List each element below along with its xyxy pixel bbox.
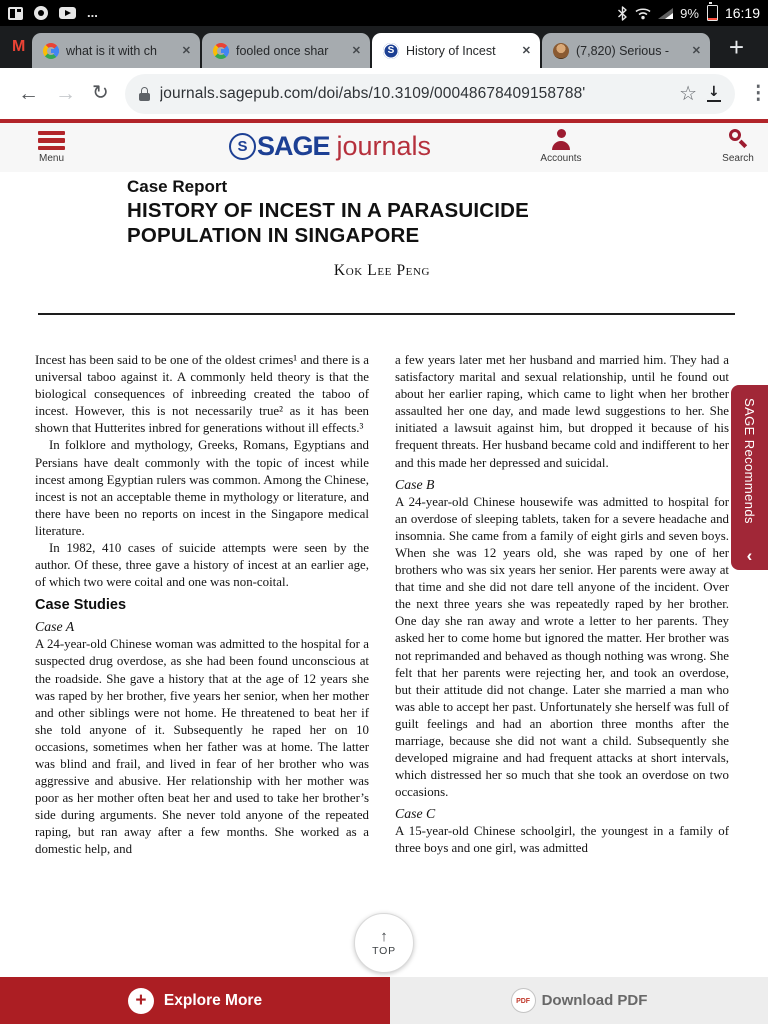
tab-close-icon[interactable]: ✕ bbox=[691, 45, 701, 57]
bookmark-star-icon[interactable]: ☆ bbox=[679, 82, 698, 105]
plus-icon: + bbox=[128, 988, 154, 1014]
tab-fooled-once[interactable] bbox=[202, 33, 370, 68]
sage-recommends-tab[interactable] bbox=[731, 385, 768, 570]
search-button[interactable] bbox=[716, 129, 760, 164]
soccer-notification-icon bbox=[34, 6, 48, 20]
menu-label: Menu bbox=[38, 153, 64, 164]
sage-circle-s-icon: S bbox=[229, 133, 256, 160]
paragraph: A 15-year-old Chinese schoolgirl, the youngest in a family of three boys and one girl, was admitted bbox=[395, 824, 729, 856]
case-studies-heading: Case Studies bbox=[35, 597, 127, 614]
logo-sage-text: SAGE bbox=[256, 131, 330, 161]
forward-button[interactable]: → bbox=[55, 82, 76, 105]
tab-what-is-it[interactable] bbox=[32, 33, 200, 68]
article-title-line2: POPULATION IN SINGAPORE bbox=[127, 224, 420, 247]
right-column bbox=[395, 352, 729, 976]
case-b-heading: Case B bbox=[395, 476, 435, 492]
status-bar bbox=[0, 0, 768, 26]
cell-signal-icon bbox=[658, 8, 673, 19]
tab-title: (7,820) Serious - bbox=[576, 43, 670, 58]
tab-close-icon[interactable]: ✕ bbox=[181, 45, 191, 57]
search-icon bbox=[727, 129, 749, 150]
paragraph: A 24-year-old Chinese housewife was admitted to hospital for an overdose of sleeping tablets, taken for a severe headache and insomnia. She came from a family of eight girls and seven boys. When she was 12 years old, she was raped by one of her brothers who was six years her senior. Her parents were away at that time and she did not dare tell anyone of the incident. Over the next three years she was repeatedly raped by her brother. One day she ran away and wrote a letter to her parents. They asked her to come home but ignored the matter. Her brother was not reprimanded and behaved as though nothing was wrong. She felt that her parents were rejecting her, and took an overdose, but their attitude did not change. Later she married a man who was able to accept her past. Unfortunately she herself was full of guilt feelings and had an abortion three months after the marriage, because she did not want a child. Subsequently she developed migraine and had frequent attacks at short intervals, which distressed her so much that she took an overdose on two occasions. bbox=[395, 494, 729, 800]
paragraph: In folklore and mythology, Greeks, Romans, Egyptians and Persians have dealt commonly with the topic of incest while incest among Egyptian rulers was common. Among the Chinese, incest is not an acceptable theme in mythology or literature, and there have been no reports on incest in the Singapore medical literature. bbox=[35, 438, 369, 538]
tab-serious-discussion[interactable] bbox=[542, 33, 710, 68]
paragraph: a few years later met her husband and married him. They had a satisfactory marital and sexual relationship, until he found out about her earlier raping, which came to light when her brother assaulted her one day, and made lewd suggestions to her. She initiated a lawsuit against him, but dropped it because of his frequent threats. Her husband became cold and indifferent to her and this made her depressed and suicidal. bbox=[395, 353, 729, 470]
system-status-icons bbox=[617, 5, 760, 21]
notification-overflow-dots: ... bbox=[87, 5, 98, 20]
tab-history-of-incest-active[interactable] bbox=[372, 33, 540, 68]
case-a-heading: Case A bbox=[35, 619, 75, 635]
bluetooth-icon bbox=[617, 6, 628, 21]
tab-close-icon[interactable]: ✕ bbox=[351, 45, 361, 57]
top-label: TOP bbox=[372, 945, 396, 957]
scroll-to-top-button[interactable] bbox=[354, 913, 414, 973]
tab-title: History of Incest bbox=[406, 43, 496, 58]
case-c-heading: Case C bbox=[395, 806, 436, 822]
gmail-tab-icon[interactable]: M bbox=[12, 38, 26, 55]
battery-percent: 9% bbox=[680, 5, 699, 21]
sage-favicon: S bbox=[383, 43, 399, 59]
left-column bbox=[35, 352, 369, 976]
new-tab-button[interactable]: + bbox=[728, 32, 744, 62]
browser-tab-strip bbox=[0, 26, 768, 68]
clock: 16:19 bbox=[724, 5, 760, 21]
paragraph: In 1982, 410 cases of suicide attempts were seen by the author. Of these, three gave a history of incest at an earlier age, of which two were coital and one was non-coital. bbox=[35, 541, 369, 590]
chevron-left-icon: ‹ bbox=[746, 546, 753, 565]
back-button[interactable]: ← bbox=[18, 82, 39, 105]
youtube-notification-icon bbox=[59, 7, 76, 19]
notification-icons bbox=[8, 6, 98, 20]
article-author: Kok Lee Peng bbox=[333, 262, 431, 279]
person-icon bbox=[550, 129, 572, 150]
download-pdf-label: Download PDF bbox=[541, 992, 648, 1009]
paragraph: Incest has been said to be one of the oldest crimes¹ and there is a universal taboo against it. A commonly held theory is that the biological consequences of inbreeding created the taboo of incest. However, this is not necessarily true² as it has been shown that Hutterites inbred for generations without ill effects.³ bbox=[35, 353, 369, 436]
accounts-button[interactable] bbox=[538, 129, 584, 164]
tab-title: what is it with ch bbox=[66, 43, 158, 58]
paragraph: A 24-year-old Chinese woman was admitted to the hospital for a suspected drug overdose, as she had been found unconscious at the roadside. She gave a history that at the age of 12 years she was raped by her brother, five years her senior, when her mother and other siblings were not home. He threatened to beat her if she told anyone of it. Subsequently he raped her on 10 occasions, sometimes when her father was at home. The latter was blind and frail, and lived in fear of her brother who was aggressive and abusive. Her relationship with her mother was poor as her mother often beat her and used to take her brother’s side during arguments. She never told anyone of the repeated raping, but ran away after a few months. She worked as a domestic help, and bbox=[35, 637, 369, 857]
lock-icon bbox=[139, 86, 150, 101]
accounts-label: Accounts bbox=[540, 153, 582, 164]
download-icon[interactable]: ↓ bbox=[708, 83, 720, 100]
refresh-button[interactable]: ↻ bbox=[92, 82, 109, 104]
article-title-line1: HISTORY OF INCEST IN A PARASUICIDE bbox=[127, 199, 530, 222]
wifi-icon bbox=[635, 7, 651, 20]
article-page bbox=[0, 172, 768, 978]
up-arrow-icon: ↑ bbox=[380, 928, 388, 945]
widget-notification-icon bbox=[8, 7, 23, 20]
horizontal-rule bbox=[38, 313, 735, 315]
tab-close-icon[interactable]: ✕ bbox=[521, 45, 531, 57]
article-kicker: Case Report bbox=[127, 177, 228, 196]
explore-more-button[interactable] bbox=[0, 977, 390, 1024]
explore-more-label: Explore More bbox=[163, 991, 263, 1009]
tab-title: fooled once shar bbox=[236, 43, 329, 58]
google-favicon bbox=[43, 43, 59, 59]
sage-recommends-label: SAGE Recommends bbox=[742, 398, 757, 524]
avatar-favicon bbox=[553, 43, 569, 59]
sage-site-header bbox=[0, 123, 768, 172]
logo-journals-text: journals bbox=[336, 131, 432, 161]
url-bar[interactable] bbox=[125, 74, 735, 114]
browser-toolbar bbox=[0, 68, 768, 119]
battery-icon bbox=[707, 5, 718, 21]
google-favicon bbox=[213, 43, 229, 59]
download-pdf-button[interactable] bbox=[390, 977, 768, 1024]
search-label: Search bbox=[722, 153, 754, 164]
url-text[interactable]: journals.sagepub.com/doi/abs/10.3109/00048678409158788' bbox=[159, 84, 586, 102]
pdf-icon: PDF bbox=[511, 988, 536, 1013]
overflow-menu-icon[interactable]: ⋮ bbox=[748, 83, 768, 104]
article-columns bbox=[35, 352, 729, 976]
